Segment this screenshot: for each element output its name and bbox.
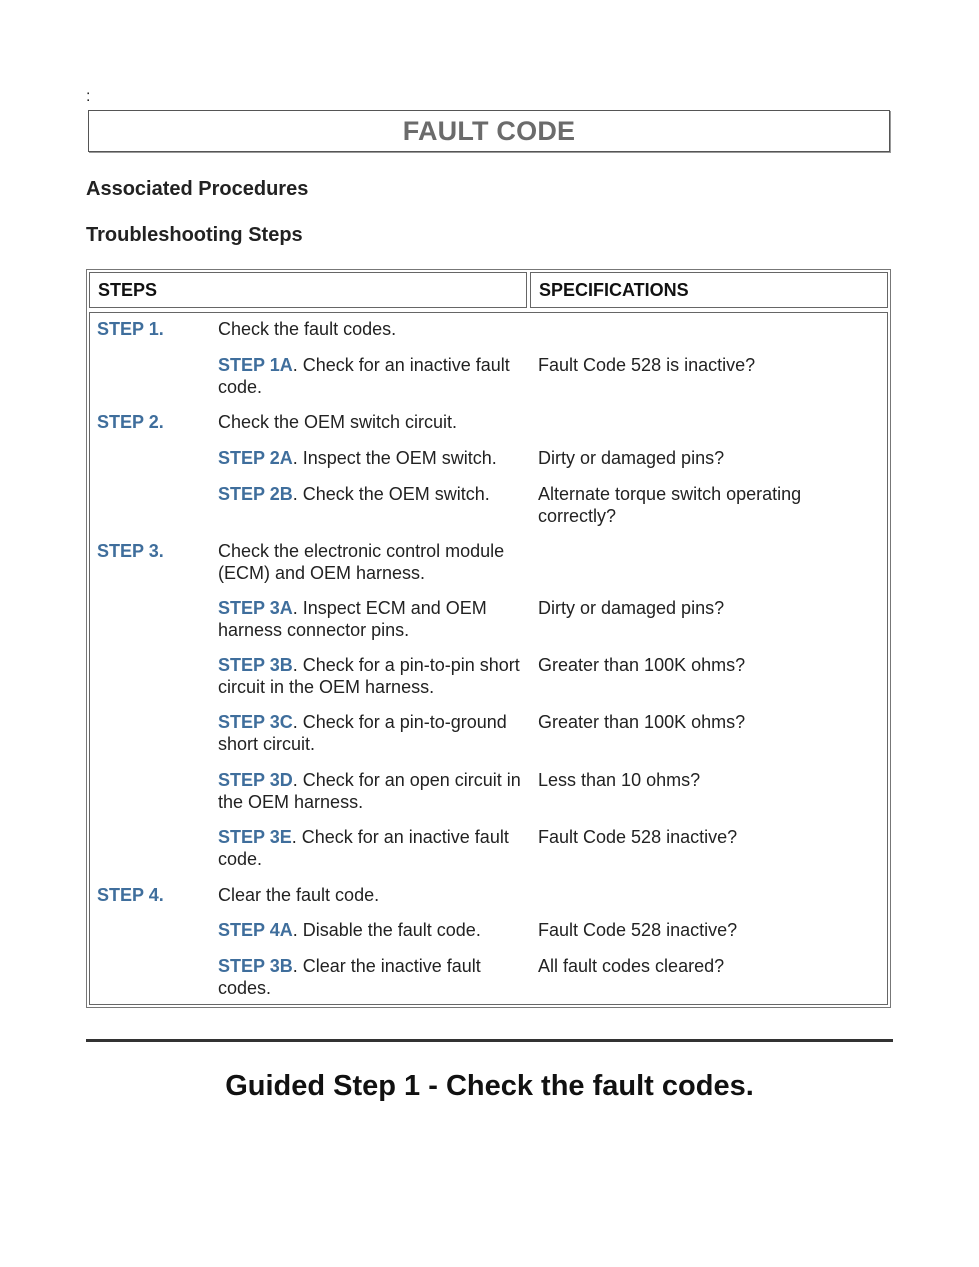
- step-2-description: Check the OEM switch circuit.: [218, 412, 458, 432]
- step-4b-spec: All fault codes cleared?: [538, 956, 725, 976]
- step-3c-spec: Greater than 100K ohms?: [538, 712, 746, 732]
- step-2a-spec: Dirty or damaged pins?: [538, 448, 725, 468]
- step-3c-text: . Check for a pin-to-ground short circuit.: [218, 712, 507, 754]
- step-3-description: Check the electronic control module (ECM) and OEM harness.: [218, 541, 505, 583]
- step-2-link[interactable]: STEP 2.: [97, 412, 164, 432]
- step-3d-link[interactable]: STEP 3D: [218, 770, 293, 790]
- step-4b-description: [218, 956, 528, 999]
- step-1a-text: . Check for an inactive fault code.: [218, 355, 510, 397]
- step-3e-spec: Fault Code 528 inactive?: [538, 827, 738, 847]
- section-divider: [86, 1039, 893, 1042]
- step-3e-description: [218, 827, 528, 870]
- step-3a-description: [218, 598, 528, 641]
- step-4b-text: . Clear the inactive fault codes.: [218, 956, 481, 998]
- step-1-description: Check the fault codes.: [218, 319, 397, 339]
- step-3e-text: . Check for an inactive fault code.: [218, 827, 509, 869]
- step-3c-description: [218, 712, 528, 755]
- step-2a-link[interactable]: STEP 2A: [218, 448, 293, 468]
- step-4a-spec: Fault Code 528 inactive?: [538, 920, 738, 940]
- step-2b-description: [218, 484, 528, 506]
- page-title: FAULT CODE: [88, 110, 890, 152]
- step-2b-text: . Check the OEM switch.: [292, 484, 490, 504]
- associated-procedures-heading: Associated Procedures: [86, 178, 309, 200]
- step-3b-text: . Check for a pin-to-pin short circuit in the OEM harness.: [218, 655, 520, 697]
- step-3a-link[interactable]: STEP 3A: [218, 598, 293, 618]
- step-4-link[interactable]: STEP 4.: [97, 885, 164, 905]
- step-3a-spec: Dirty or damaged pins?: [538, 598, 725, 618]
- step-4-description: Clear the fault code.: [218, 885, 380, 905]
- step-1a-description: [218, 355, 528, 398]
- step-2b-link[interactable]: STEP 2B: [218, 484, 293, 504]
- troubleshooting-steps-heading: Troubleshooting Steps: [86, 224, 303, 246]
- step-2b-spec: Alternate torque switch operating correctly?: [538, 484, 802, 526]
- step-4a-description: [218, 920, 528, 942]
- step-2a-text: . Inspect the OEM switch.: [292, 448, 497, 468]
- step-3b-spec: Greater than 100K ohms?: [538, 655, 746, 675]
- step-4b-link[interactable]: STEP 3B: [218, 956, 293, 976]
- step-4a-link[interactable]: STEP 4A: [218, 920, 293, 940]
- step-3d-text: . Check for an open circuit in the OEM harness.: [218, 770, 521, 812]
- step-3-link[interactable]: STEP 3.: [97, 541, 164, 561]
- step-1-link[interactable]: STEP 1.: [97, 319, 164, 339]
- colon-mark: :: [86, 88, 91, 105]
- step-1a-link[interactable]: STEP 1A: [218, 355, 293, 375]
- step-3d-spec: Less than 10 ohms?: [538, 770, 701, 790]
- step-3b-link[interactable]: STEP 3B: [218, 655, 293, 675]
- step-3e-link[interactable]: STEP 3E: [218, 827, 292, 847]
- step-3b-description: [218, 655, 528, 698]
- step-2a-description: [218, 448, 528, 470]
- step-1a-spec: Fault Code 528 is inactive?: [538, 355, 756, 375]
- step-3c-link[interactable]: STEP 3C: [218, 712, 293, 732]
- step-4a-text: . Disable the fault code.: [292, 920, 481, 940]
- step-3a-text: . Inspect ECM and OEM harness connector pins.: [218, 598, 487, 640]
- step-3d-description: [218, 770, 528, 813]
- steps-column-header: STEPS: [89, 272, 527, 308]
- guided-step-title: Guided Step 1 - Check the fault codes.: [225, 1070, 754, 1102]
- specifications-column-header: SPECIFICATIONS: [530, 272, 888, 308]
